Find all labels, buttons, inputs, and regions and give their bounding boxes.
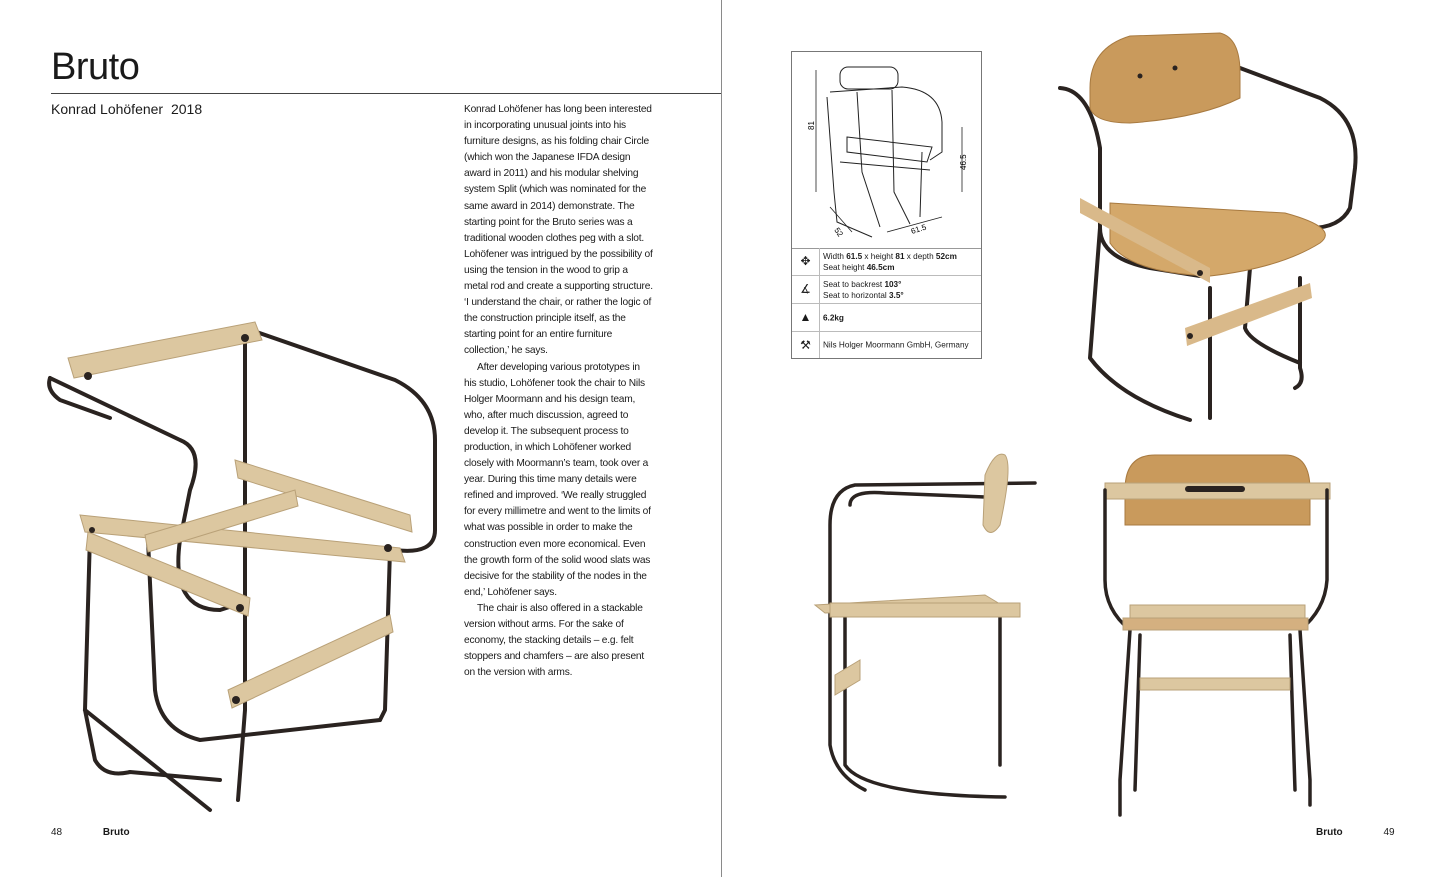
spec-value: 6.2kg [823, 313, 844, 322]
spec-row-manufacturer [792, 332, 981, 358]
spec-row-weight [792, 304, 981, 332]
title-rule [51, 93, 721, 94]
dim-width: 61.5 [909, 222, 928, 236]
folio-left [51, 827, 130, 838]
dim-seat-height: 46.5 [959, 154, 968, 170]
designer-line [51, 100, 202, 118]
body-text [464, 102, 654, 681]
technical-drawing [792, 52, 981, 249]
designer-name: Konrad Lohöfener [51, 101, 164, 117]
spec-label: x height [862, 251, 896, 261]
body-paragraph: Konrad Lohöfener has long been interested in incorporating unusual joints into his furniture designs, as his folding chair Circle (which won the Japanese IFDA design award in 2011) and his modular shelving system Split (which was nominated for the same award in 2014) demonstrate. The starting point for the Bruto series was a traditional wooden clothes peg with a slot. Lohöfener was intrigued by the possibility of using the tension in the wood to grip a metal rod and create a supporting structure. ‘I understand the chair, or rather the logic of the construction principle itself, as the starting point for an entire furniture collection,’ he says. [464, 104, 653, 357]
spread-gutter [721, 0, 722, 877]
weight-icon: ▲ [792, 304, 820, 331]
page-title: Bruto [51, 46, 140, 88]
running-title: Bruto [102, 827, 130, 838]
spec-box [791, 51, 982, 359]
spec-label: Seat to backrest [823, 279, 885, 289]
spec-value: 103° [884, 279, 902, 289]
dim-height: 81 [807, 121, 816, 130]
chair-photo-front-angle [1050, 28, 1370, 428]
body-paragraph: The chair is also offered in a stackable version without arms. For the sake of economy, the stacking details – e.g. felt stoppers and chamfers – are also present on the version with arms. [464, 602, 645, 679]
spec-value: 52cm [935, 251, 957, 261]
spec-value: 46.5cm [866, 262, 895, 272]
spec-label: Seat height [823, 262, 867, 272]
spec-label: Width [823, 251, 847, 261]
chair-photo-perspective [40, 310, 460, 820]
chair-photo-side [805, 445, 1045, 810]
design-year: 2018 [170, 101, 203, 117]
folio-right [1316, 827, 1395, 838]
spec-value: 3.5° [889, 290, 904, 300]
move-arrows-icon: ✥ [792, 248, 820, 275]
spec-value: 61.5 [846, 251, 863, 261]
spec-row-angles [792, 276, 981, 304]
page-number: 49 [1383, 827, 1395, 838]
spec-value: 81 [895, 251, 905, 261]
spec-value: Nils Holger Moormann GmbH, Germany [823, 340, 969, 350]
chair-photo-back [1095, 450, 1335, 820]
angle-icon: ∡ [792, 276, 820, 303]
running-title: Bruto [1316, 827, 1343, 838]
page-number: 48 [51, 827, 63, 838]
spec-row-dimensions [792, 248, 981, 276]
body-paragraph: After developing various prototypes in his studio, Lohöfener took the chair to Nils Holger Moormann and his design team, who, after much discussion, agreed to develop it. The subsequent process to production, in which Lohöfener worked closely with Moormann’s team, took over a year. During this time many details were refined and improved. ‘We really struggled for every millimetre and went to the limits of what was possible in order to make the construction even more economical. Even the growth form of the solid wood slats was decisive for the stability of the nodes in the end,’ Lohöfener says. [464, 361, 651, 598]
dim-depth: 52 [832, 225, 845, 239]
spec-label: x depth [904, 251, 936, 261]
spec-label: Seat to horizontal [823, 290, 889, 300]
hammer-icon: ⚒ [792, 332, 820, 358]
